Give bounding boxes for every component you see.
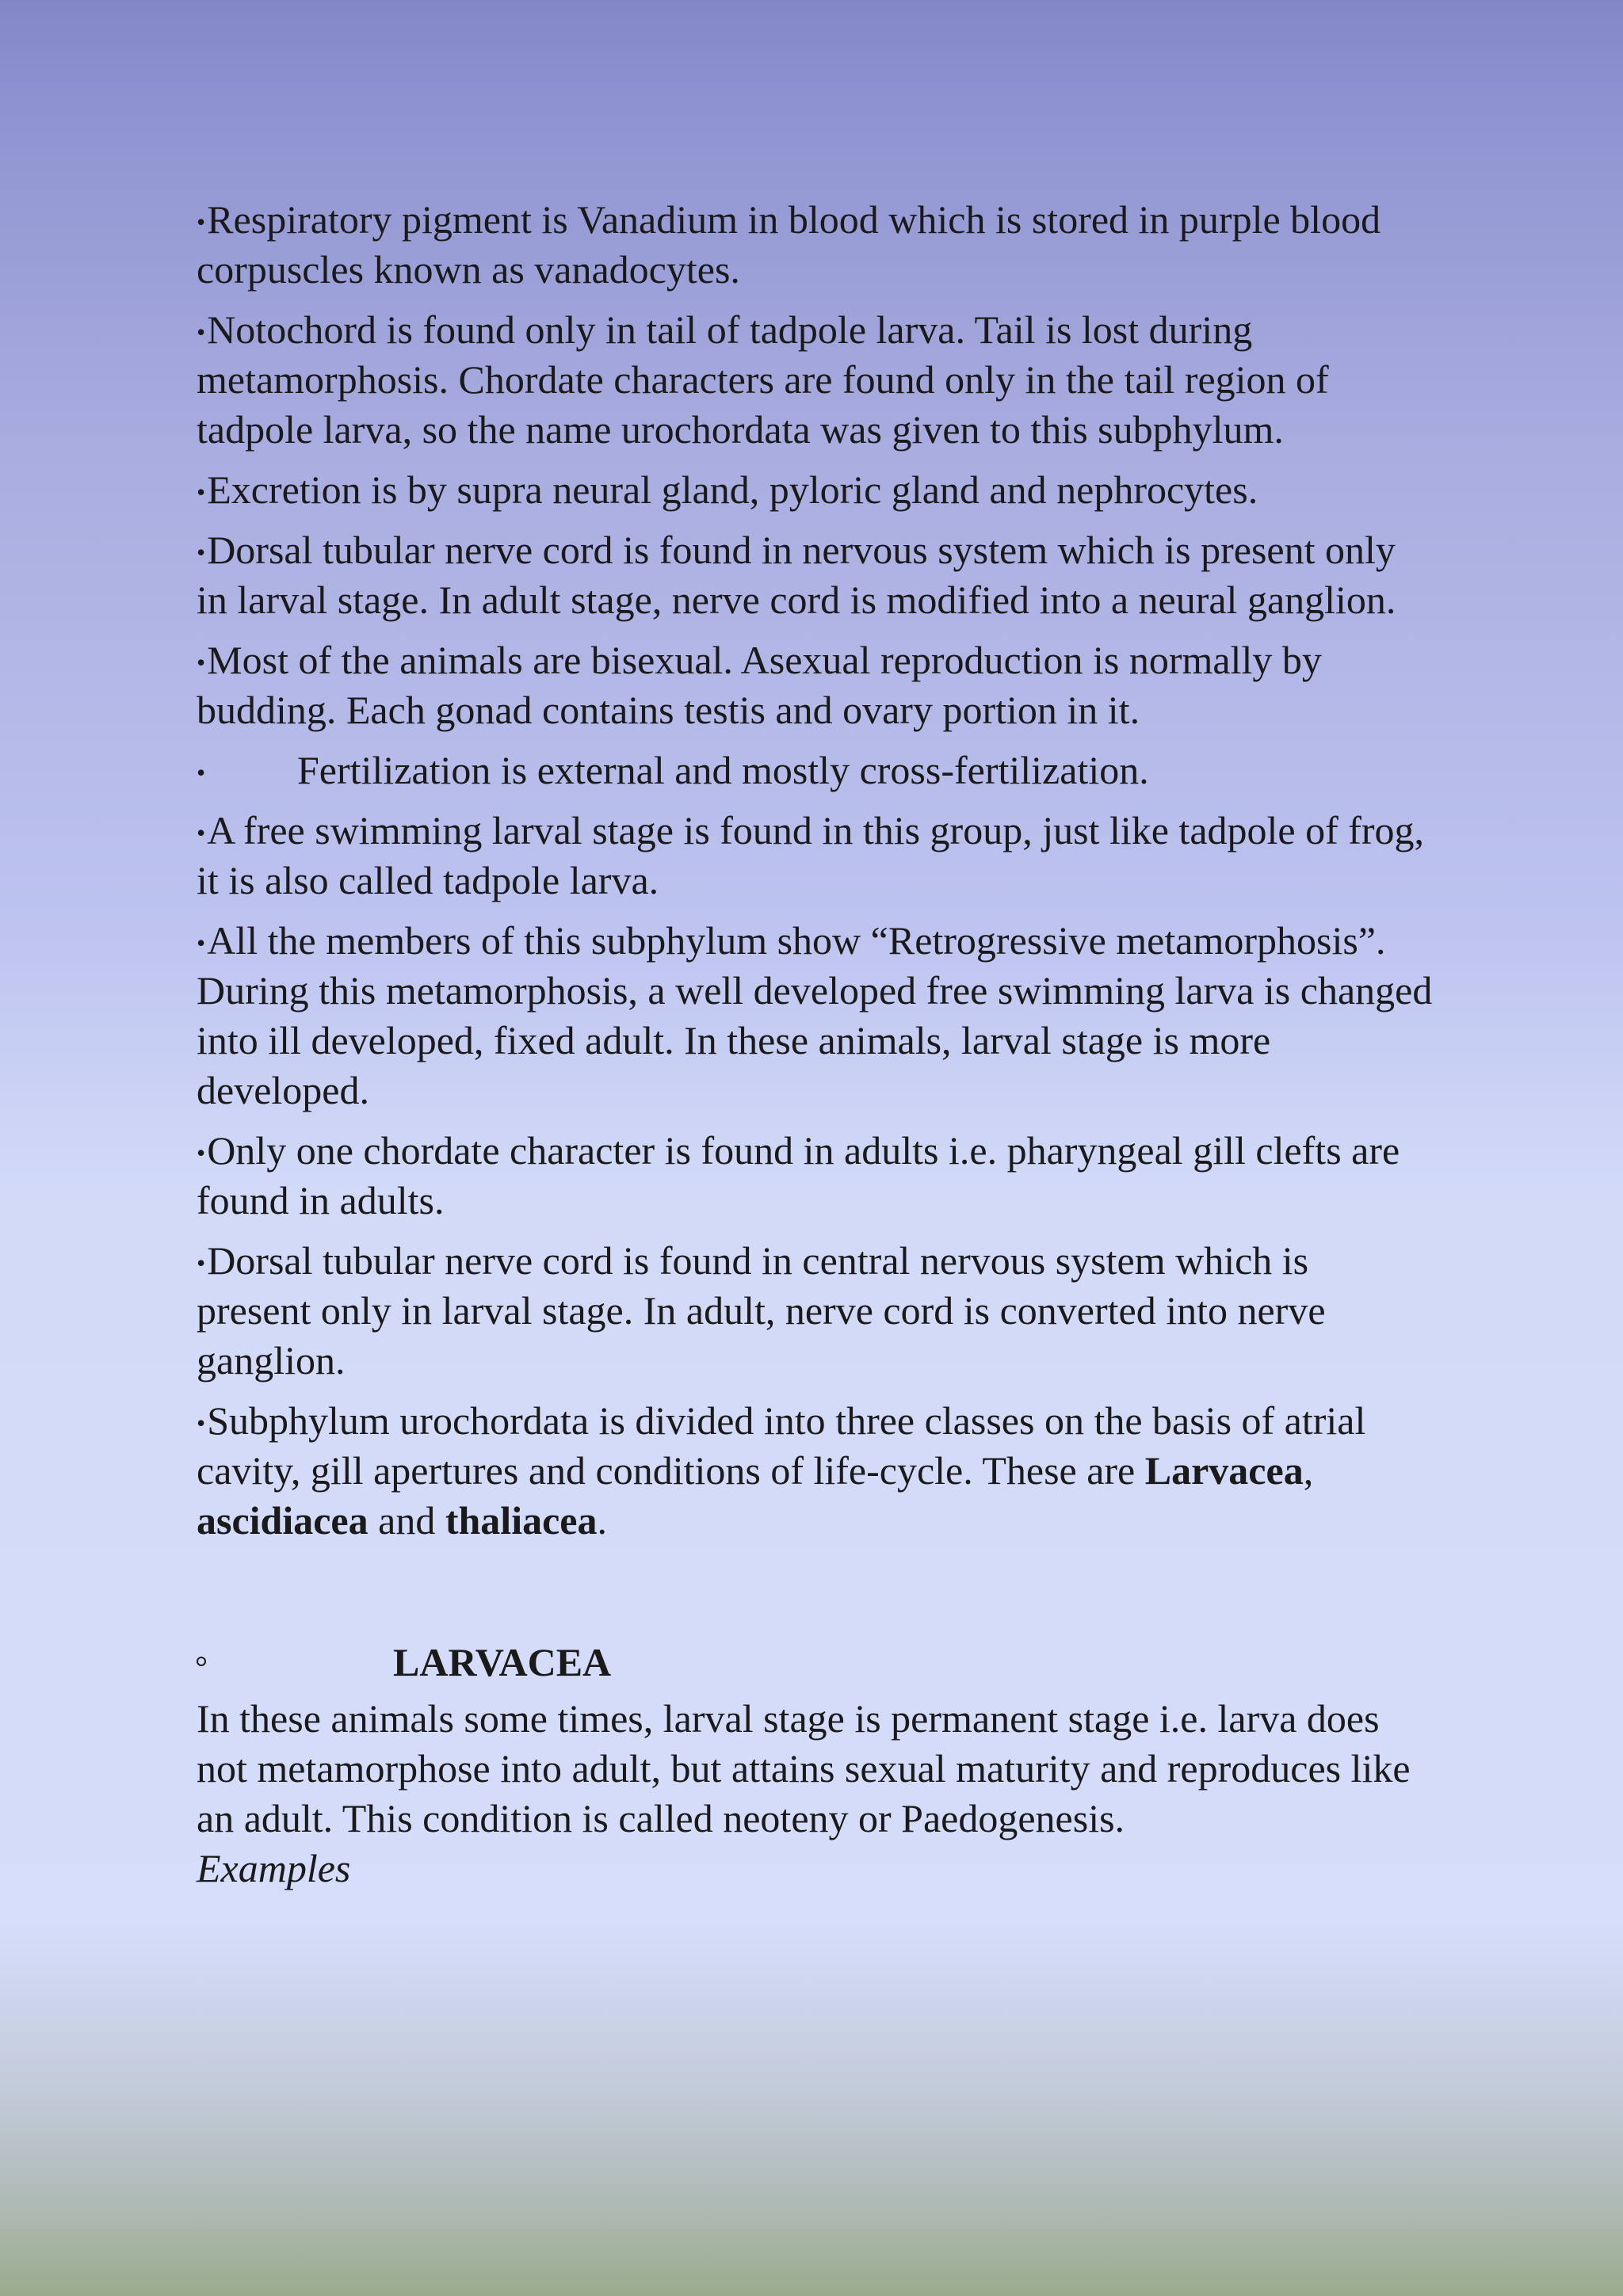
bullet-text: Respiratory pigment is Vanadium in blood which is stored in purple blood corpuscles known as vanadocytes. (197, 197, 1381, 292)
section-heading (197, 1638, 1433, 1688)
class-name-larvacea: Larvacea (1144, 1448, 1304, 1493)
bullet-icon: • (197, 818, 206, 847)
bullet-item-fertilization (197, 746, 1433, 795)
class-name-ascidiacea: ascidiacea (197, 1498, 369, 1543)
bullet-icon: • (197, 537, 206, 566)
bullet-text: All the members of this subphylum show “Retrogressive metamorphosis”. During this metamorphosis, a well developed free swimming larva is changed into ill developed, fixed adult. In these animals, larval stage is more developed. (197, 918, 1433, 1112)
classes-intro-text: Subphylum urochordata is divided into three classes on the basis of atrial cavity, gill apertures and conditions of life-cycle. These are (197, 1398, 1366, 1493)
bullet-item-larval-stage (197, 806, 1433, 906)
period: . (597, 1498, 607, 1543)
bullet-item-central-nerve-cord (197, 1236, 1433, 1386)
bullet-text: A free swimming larval stage is found in this group, just like tadpole of frog, it is also called tadpole larva. (197, 808, 1425, 902)
section-title: LARVACEA (393, 1640, 612, 1684)
bullet-item-excretion (197, 465, 1433, 515)
bullet-item-respiratory-pigment (197, 195, 1433, 295)
bullet-item-bisexual (197, 635, 1433, 735)
bullet-icon: • (197, 928, 206, 957)
bullet-icon: • (197, 1248, 206, 1277)
bullet-text: Excretion is by supra neural gland, pyloric gland and nephrocytes. (207, 467, 1258, 512)
bullet-text: Notochord is found only in tail of tadpole larva. Tail is lost during metamorphosis. Chordate characters are found only in the tail region of tadpole larva, so the name urochordata was given to this subphylum. (197, 307, 1329, 452)
bullet-text: Dorsal tubular nerve cord is found in central nervous system which is present only in larval stage. In adult, nerve cord is converted into nerve ganglion. (197, 1238, 1326, 1383)
bullet-text: Most of the animals are bisexual. Asexual reproduction is normally by budding. Each gonad contains testis and ovary portion in it. (197, 638, 1322, 732)
bullet-text: Fertilization is external and mostly cross-fertilization. (297, 748, 1149, 792)
bullet-text: Dorsal tubular nerve cord is found in nervous system which is present only in larval stage. In adult stage, nerve cord is modified into a neural ganglion. (197, 528, 1396, 622)
circle-bullet-icon (197, 1657, 206, 1666)
bullet-item-nerve-cord (197, 525, 1433, 625)
bullet-icon: • (197, 207, 206, 236)
section-paragraph: In these animals some times, larval stage is permanent stage i.e. larva does not metamorphose into adult, but attains sexual maturity and reproduces like an adult. This condition is called neoteny or Paedogenesis. (197, 1696, 1411, 1840)
bullet-item-retrogressive (197, 916, 1433, 1116)
bullet-icon: • (197, 1138, 206, 1167)
bullet-icon: • (197, 477, 206, 506)
bullet-text: Only one chordate character is found in adults i.e. pharyngeal gill clefts are found in adults. (197, 1128, 1400, 1222)
document-body (197, 195, 1433, 1894)
bullet-icon: • (197, 1408, 206, 1437)
separator: and (368, 1498, 445, 1543)
bullet-item-notochord (197, 305, 1433, 455)
class-name-thaliacea: thaliacea (445, 1498, 598, 1543)
examples-label: Examples (197, 1846, 351, 1890)
bullet-icon: • (197, 757, 206, 787)
bullet-icon: • (197, 647, 206, 677)
separator: , (1303, 1448, 1314, 1493)
bullet-icon: • (197, 317, 206, 346)
bullet-item-classes (197, 1396, 1433, 1546)
bullet-item-chordate-character (197, 1126, 1433, 1226)
